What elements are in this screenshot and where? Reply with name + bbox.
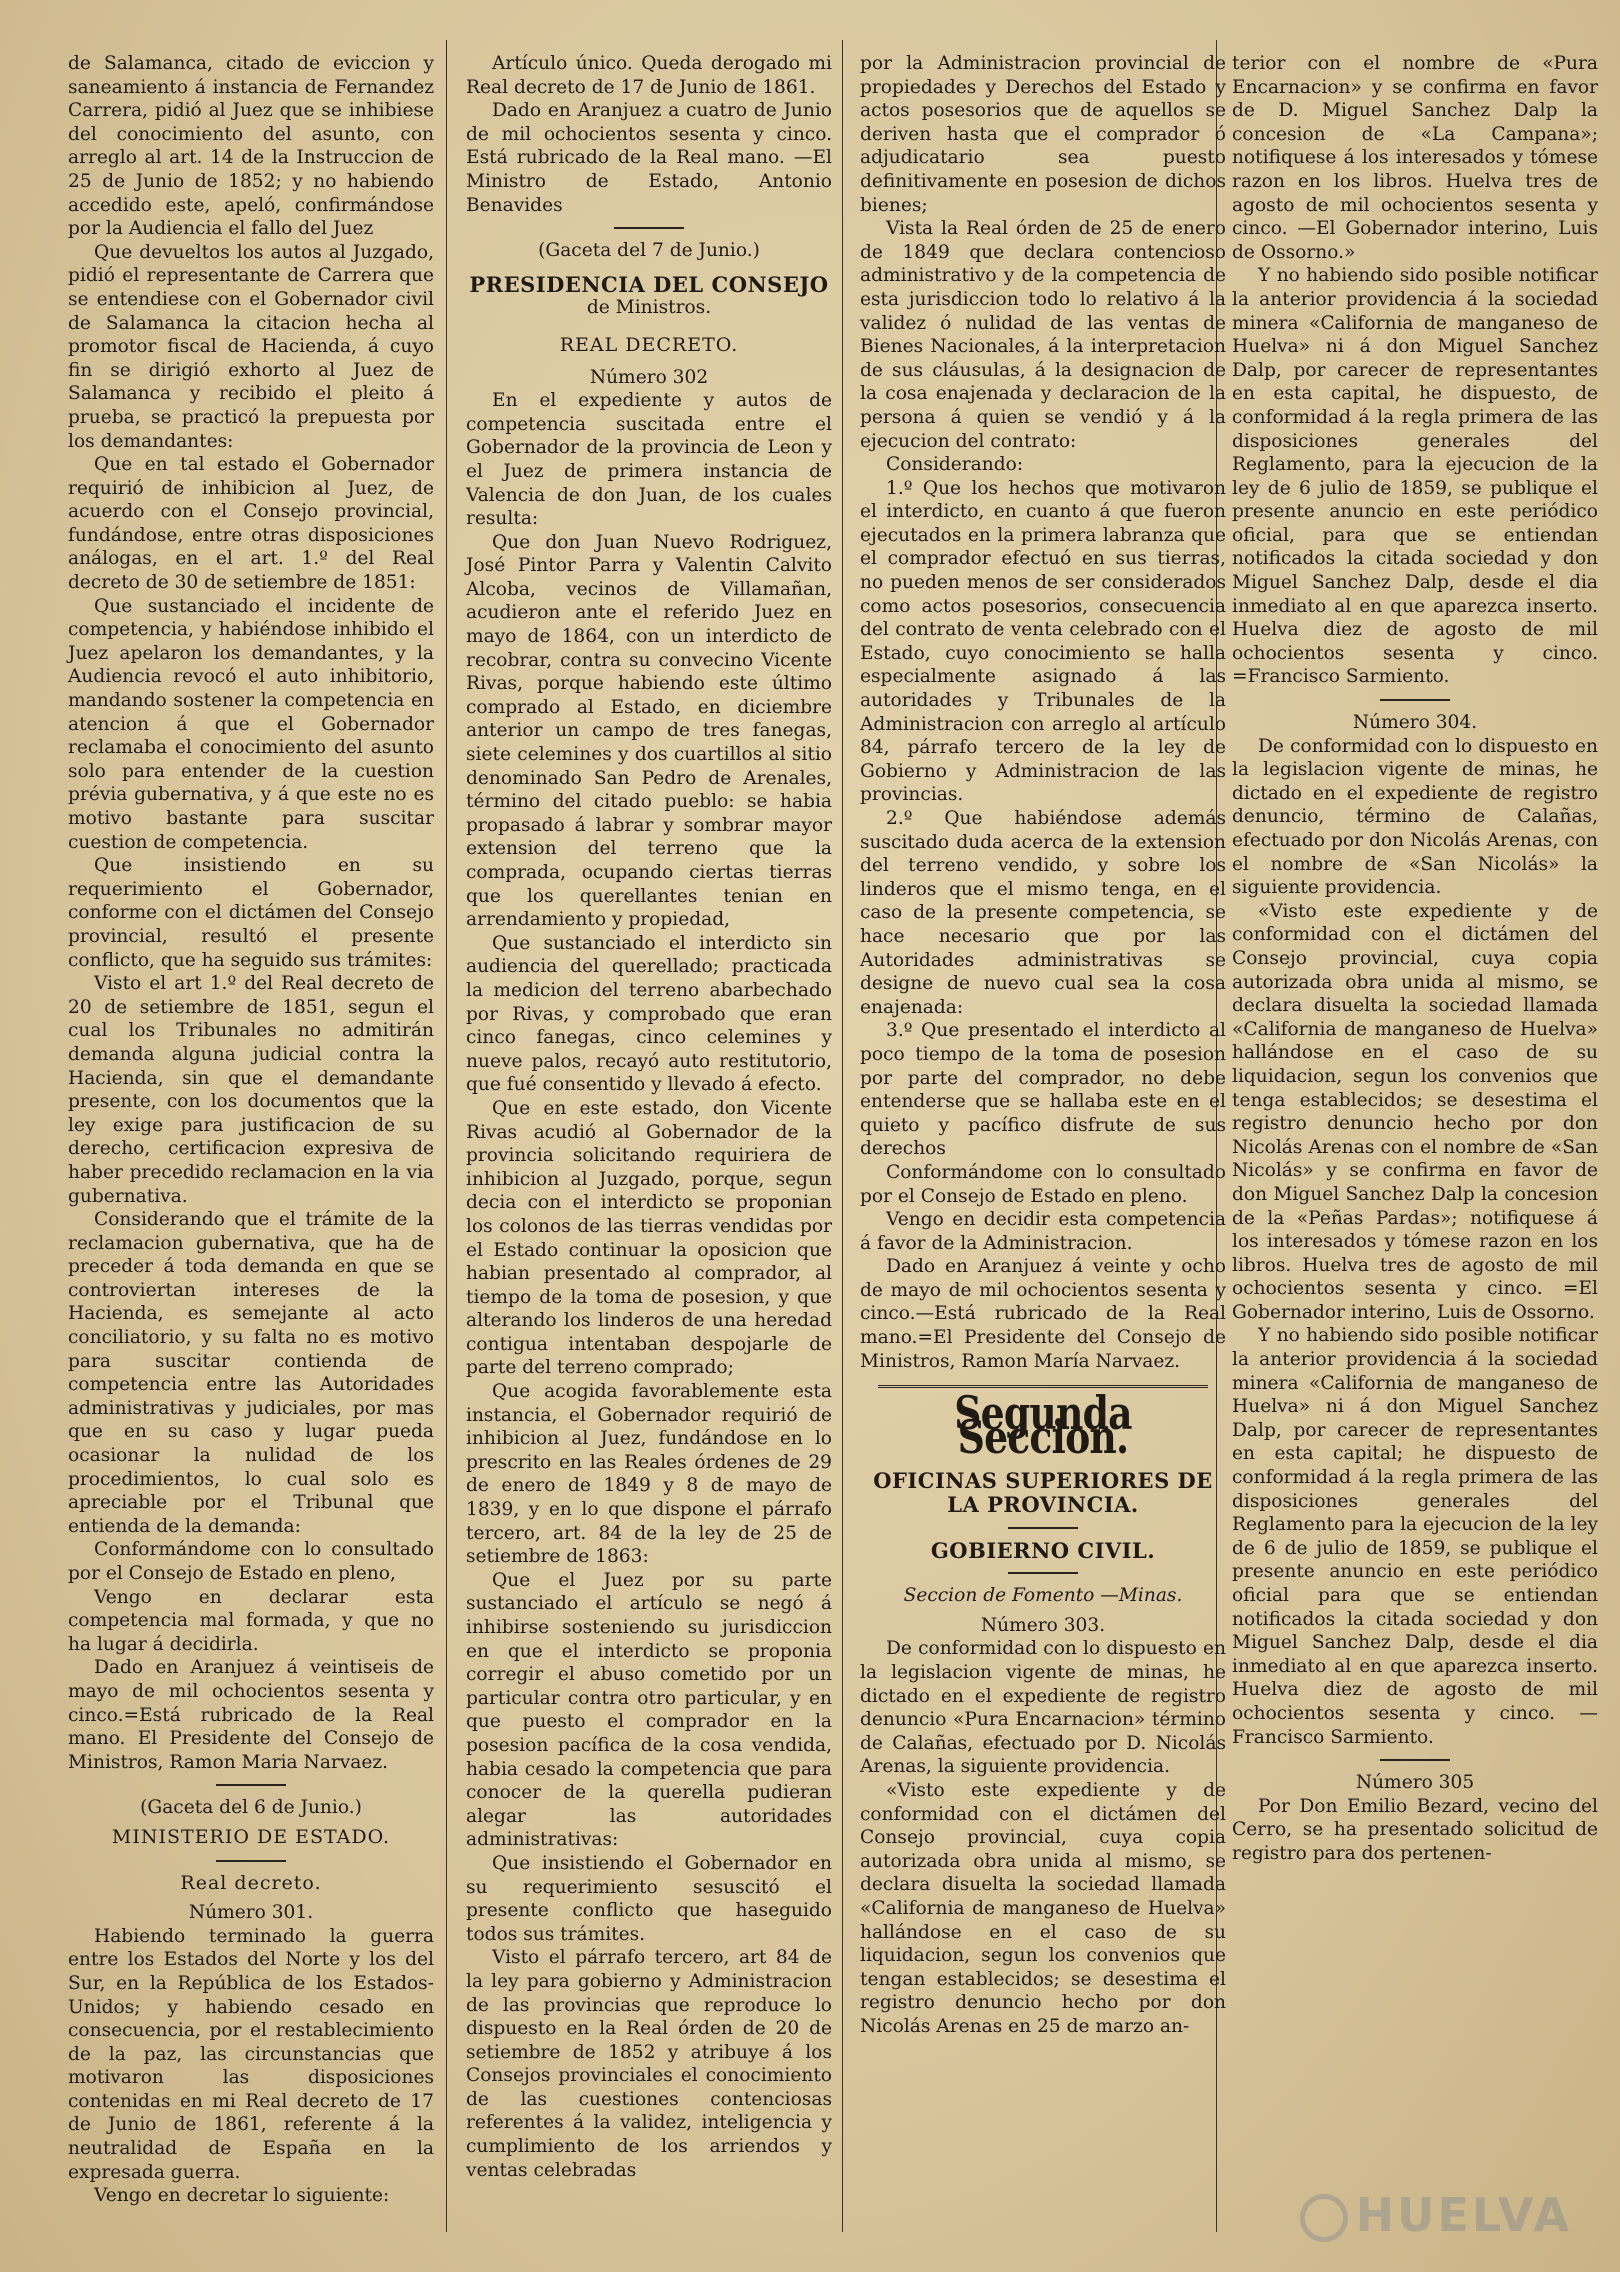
paragraph: Vista la Real órden de 25 de enero de 1849 que declara contencioso administrativo y de la competencia de esta jurisdiccion todo lo relativo á la validez ó nulidad de las ventas de Bienes Nacionales, á la interpretacion de sus cláusulas, á la designacion de la cosa enajenada y declaracion de la persona á quien se vendió y á la ejecucion del contrato:: [860, 218, 1226, 452]
paragraph: Visto el art 1.º del Real decreto de 20 de setiembre de 1851, segun el cual los Tribunales no admitirán demanda alguna judicial contra la Hacienda, sin que el demandante presente, con los documentos que la ley exige para justificacion de su derecho, certificacion expresiva de haber precedido reclamacion en la via gubernativa.: [68, 973, 434, 1207]
column-rule: [446, 40, 447, 2232]
paragraph: Que en tal estado el Gobernador requirió de inhibicion al Juez, de acuerdo con el Consejo provincial, fundándose, entre otras disposiciones análogas, en el art. 1.º del Real decreto de 30 de setiembre de 1851:: [68, 454, 434, 594]
gaceta-note: (Gaceta del 7 de Junio.): [538, 240, 760, 262]
paragraph: Que sustanciado el incidente de competencia, y habiéndose inhibido el Juez apelaron los demandantes, y la Audiencia revocó el auto inhibitorio, mandando sostener la competencia en atencion á que el Gobernador reclamaba el conocimiento del asunto solo para entender de la cuestion prévia gubernativa, y á que este no es motivo bastante para suscitar cuestion de competencia.: [68, 595, 434, 853]
paragraph: De conformidad con lo dispuesto en la legislacion vigente de minas, he dictado en el expediente de registro denuncio, término de Calañas, efectuado por don Nicolás Arenas, con el nombre de «San Nicolás» la siguiente providencia.: [1232, 735, 1598, 899]
divider: [1008, 1527, 1078, 1529]
gaceta-note: (Gaceta del 6 de Junio.): [140, 1797, 362, 1819]
section-heading: OFICINAS SUPERIORES DE LA PROVINCIA.: [873, 1468, 1213, 1518]
paragraph: Por Don Emilio Bezard, vecino del Cerro, se ha presentado solicitud de registro para dos pertenen-: [1232, 1795, 1598, 1864]
section-subheading: Seccion de Fomento —Minas.: [903, 1585, 1183, 1607]
paragraph: Conformándome con lo consultado por el Consejo de Estado en pleno,: [68, 1539, 434, 1584]
paragraph: Que insistiendo en su requerimiento el Gobernador, conforme con el dictámen del Consejo provincial, resultó el presente conflicto, que ha seguido sus trámites:: [68, 855, 434, 971]
column-2: [466, 52, 832, 2182]
paragraph: 2.º Que habiéndose además suscitado duda acerca de la extension del terreno vendido, y sobre los linderos que el mismo tenga, en el caso de la presente competencia, se hace necesario que por las Autoridades administrativas se designe de nuevo cual sea la cosa enajenada:: [860, 808, 1226, 1018]
paragraph: 3.º Que presentado el interdicto al poco tiempo de la toma de posesion por parte del comprador, no debe entenderse que se hallaba este en el quieto y pacífico disfrute de sus derechos: [860, 1020, 1226, 1160]
column-rule: [842, 40, 843, 2232]
divider: [614, 227, 684, 229]
watermark-text: HUELVA: [1355, 2187, 1572, 2242]
paragraph: Que en este estado, don Vicente Rivas acudió al Gobernador de la provincia solicitando requiriera de inhibicion al Juzgado, porque, segun decia con el interdicto se proponian los colonos de las tierras vendidas por el Estado continuar la oposicion que habian presentado al comprador, al tiempo de la toma de posesion, y que alterando los linderos de una heredad contigua intentaban despojarle de parte del terreno comprado;: [466, 1097, 832, 1379]
column-4: [1232, 52, 1598, 1866]
decree-number: Número 301.: [188, 1902, 314, 1924]
paragraph: En el expediente y autos de competencia suscitada entre el Gobernador de la provincia de Leon y el Juez de primera instancia de Valencia de don Juan, de los cuales resulta:: [466, 390, 832, 530]
library-watermark: [1300, 2188, 1572, 2243]
section-heading: GOBIERNO CIVIL.: [930, 1537, 1156, 1563]
paragraph: terior con el nombre de «Pura Encarnacion» y se confirma en favor de D. Miguel Sanchez Dalp la concesion de «La Campana»; notifiquese á los interesados y tómese razon en los libros. Huelva tres de agosto de mil ochocientos sesenta y cinco. —El Gobernador interino, Luis de Ossorno.»: [1232, 53, 1598, 263]
section-heading: PRESIDENCIA DEL CONSEJO: [469, 271, 829, 297]
divider: [1380, 699, 1450, 701]
paragraph: Que sustanciado el interdicto sin audiencia del querellado; practicada la medicion del terreno abarbechado por Rivas, y comprobado que eran cinco fanegas, cinco celemines y nueve palos, recayó auto restitutorio, que fué consentido y llevado á efecto.: [466, 932, 832, 1096]
notice-number: Número 304.: [1352, 712, 1478, 734]
decree-heading: Real decreto.: [180, 1871, 322, 1894]
paragraph: Considerando:: [886, 454, 1024, 476]
divider: [1008, 1572, 1078, 1574]
paragraph: Habiendo terminado la guerra entre los Estados del Norte y los del Sur, en la República de los Estados-Unidos; y habiendo cesado en consecuencia, por el restablecimiento de la paz, las circunstancias que motivaron las disposiciones contenidas en mi Real decreto de 17 de Junio de 1861, referente á la neutralidad de España en la expresada guerra.: [68, 1925, 434, 2183]
paragraph: de Salamanca, citado de eviccion y saneamiento á instancia de Fernandez Carrera, pidió al Juez que se inhibiese del conocimiento del asunto, con arreglo al art. 14 de la Instruccion de 25 de Junio de 1852; y no habiendo accedido este, apeló, confirmándose por la Audiencia el fallo del Juez: [68, 53, 434, 240]
notice-number: Número 305: [1355, 1772, 1475, 1794]
paragraph: Vengo en declarar esta competencia mal formada, y que no ha lugar á decidirla.: [68, 1586, 434, 1655]
column-1: [68, 52, 434, 2208]
decree-heading: REAL DECRETO.: [559, 333, 739, 356]
paragraph: Conformándome con lo consultado por el Consejo de Estado en pleno.: [860, 1161, 1226, 1207]
paragraph: «Visto este expediente y de conformidad con el dictámen del Consejo provincial, cuya copia autorizada obra unida al mismo, se declara disuelta la sociedad llamada «California de manganeso de Huelva» hallándose en el caso de su liquidacion, segun los convenios que tenga establecidos; se desestima el registro denuncio hecho por don Nicolás Arenas con el nombre de «San Nicolás» y se confirma en favor de don Miguel Sanchez Dalp la concesion de la «Peñas Pardas»; notifiquese á los interesados y tómese razon en los libros. Huelva tres de agosto de mil ochocientos sesenta y cinco. =El Gobernador interino, Luis de Ossorno.: [1232, 900, 1598, 1323]
paragraph: «Visto este expediente y de conformidad con el dictámen del Consejo provincial, cuya copia autorizada obra unida al mismo, se declara disuelta la sociedad llamada «California de manganeso de Huelva» hallándose en el caso de su liquidacion, segun los convenios que tengan establecidos; se desestima el registro denuncio hecho por don Nicolás Arenas en 25 de marzo an-: [860, 1779, 1226, 2037]
paragraph: Visto el párrafo tercero, art 84 de la ley para gobierno y Administracion de las provincias que reproduce lo dispuesto en la Real órden de 20 de setiembre de 1852 y atribuye á los Consejos provinciales el conocimiento de las cuestiones contenciosas referentes á la validez, inteligencia y cumplimiento de los arriendos y ventas celebradas: [466, 1947, 832, 2181]
paragraph: Considerando que el trámite de la reclamacion gubernativa, que ha de preceder á toda demanda en que se controviertan intereses de la Hacienda, es semejante al acto conciliatorio, y su falta no es motivo para suscitar contienda de competencia entre las Autoridades administrativas y judiciales, por mas que en su caso y lugar pueda ocasionar la nulidad de los procedimientos, lo cual solo es apreciable por el Tribunal que entienda de la demanda:: [68, 1209, 434, 1537]
paragraph: Y no habiendo sido posible notificar la anterior providencia á la sociedad minera «California de manganeso de Huelva» ni á don Miguel Sanchez Dalp, por carecer de representantes en esta capital; he dispuesto de conformidad á la regla primera de las disposiciones generales del Reglamento para la ejecucion de la ley de 6 de julio de 1859, se publique el presente anuncio en este periódico oficial para que se entiendan notificados la citada sociedad y don Miguel Sanchez Dalp, desde el dia inmediato al en que aparezca inserto. Huelva diez de agosto de mil ochocientos sesenta y cinco. — Francisco Sarmiento.: [1232, 1325, 1598, 1748]
paragraph: Que don Juan Nuevo Rodriguez, José Pintor Parra y Valentin Calvito Alcoba, vecinos de Villamañan, acudieron ante el referido Juez en mayo de 1864, con un interdicto de recobrar, contra su convecino Vicente Rivas, porque habiendo este último comprado al Estado, en diciembre anterior un campo de tres fanegas, siete celemines y dos cuartillos al sitio denominado San Pedro de Arenales, término del citado pueblo: se habia propasado á labrar y sombrar mayor extension del terreno que la comprada, ocupando ciertas tierras que los querellantes tenian en arrendamiento y propiedad,: [466, 531, 832, 931]
paragraph: Dado en Aranjuez a cuatro de Junio de mil ochocientos sesenta y cinco. Está rubricado de la Real mano. —El Ministro de Estado, Antonio Benavides: [466, 100, 832, 216]
notice-number: Número 303.: [980, 1614, 1106, 1636]
paragraph: Que acogida favorablemente esta instancia, el Gobernador requirió de inhibicion al Juez, fundándose en lo prescrito en las Reales órdenes de 29 de enero de 1849 y 8 de mayo de 1839, y en lo que dispone el párrafo tercero, art. 84 de la ley de 25 de setiembre de 1863:: [466, 1381, 832, 1568]
segunda-seccion-heading: Segunda Seccion.: [954, 1386, 1132, 1464]
divider: [1380, 1759, 1450, 1761]
paragraph: 1.º Que los hechos que motivaron el interdicto, en cuanto á que fueron ejecutados en la primera labranza que el comprador efectuó en sus tierras, no pueden menos de ser considerados como actos posesorios, consecuencia del contrato de venta celebrado con el Estado, cuyo conocimiento se halla especialmente asignado á las autoridades y Tribunales de la Administracion con arreglo al artículo 84, párrafo tercero de la ley de Gobierno y Administracion de las provincias.: [860, 477, 1226, 806]
paragraph: Vengo en decretar lo siguiente:: [94, 2185, 390, 2207]
paragraph: Artículo único. Queda derogado mi Real decreto de 17 de Junio de 1861.: [466, 53, 832, 98]
paragraph: De conformidad con lo dispuesto en la legislacion vigente de minas, he dictado en el expediente de registro denuncio «Pura Encarnacion» término de Calañas, efectuado por D. Nicolás Arenas, la siguiente providencia.: [860, 1638, 1226, 1778]
divider: [216, 1860, 286, 1862]
section-heading: MINISTERIO DE ESTADO.: [111, 1825, 391, 1848]
paragraph: Dado en Aranjuez á veintiseis de mayo de mil ochocientos sesenta y cinco.=Está rubricado de la Real mano. El Presidente del Consejo de Ministros, Ramon Maria Narvaez.: [68, 1657, 434, 1773]
divider: [216, 1784, 286, 1786]
decree-number: Número 302: [589, 366, 709, 388]
paragraph: por la Administracion provincial de propiedades y Derechos del Estado y actos posesorios que de aquellos se deriven hasta que el comprador ó adjudicatario sea puesto definitivamente en posesion de dichos bienes;: [860, 53, 1226, 216]
paragraph: Dado en Aranjuez á veinte y ocho de mayo de mil ochocientos sesenta y cinco.—Está rubricado de la Real mano.=El Presidente del Consejo de Ministros, Ramon María Narvaez.: [860, 1256, 1226, 1372]
watermark-logo-icon: [1300, 2194, 1348, 2242]
paragraph: Que devueltos los autos al Juzgado, pidió el representante de Carrera que se entendiese con el Gobernador civil de Salamanca la citacion hecha al promotor fiscal de Hacienda, á cuyo fin se dirigió exhorto al Juez de Salamanca y recibido el pleito á prueba, se practicó la prepuesta por los demandantes:: [68, 241, 434, 452]
paragraph: Vengo en decidir esta competencia á favor de la Administracion.: [860, 1209, 1226, 1254]
column-3: [860, 52, 1226, 2039]
paragraph: Que insistiendo el Gobernador en su requerimiento sesuscitó el presente conflicto que haseguido todos sus trámites.: [466, 1852, 832, 1945]
paragraph: Y no habiendo sido posible notificar la anterior providencia á la sociedad minera «California de manganeso de Huelva» ni á don Miguel Sanchez Dalp, por carecer de representantes en esta capital, he dispuesto, de conformidad á la regla primera de las disposiciones generales del Reglamento, para la ejecucion de la ley de 6 julio de 1859, se publique el presente anuncio en este periódico oficial, para que se entiendan notificados la citada sociedad y don Miguel Sanchez Dalp, desde el dia inmediato al en que aparezca inserto. Huelva diez de agosto de mil ochocientos sesenta y cinco. =Francisco Sarmiento.: [1232, 265, 1598, 688]
paragraph: Que el Juez por su parte sustanciado el artículo se negó á inhibirse sosteniendo su jurisdiccion en que el interdicto se proponia corregir el abuso cometido por un particular contra otro particular, y en que puesto el comprador en la posesion pacífica de la cosa vendida, habia cesado la competencia que para conocer de la querella pudieran alegar las autoridades administrativas:: [466, 1569, 832, 1851]
section-subheading: de Ministros.: [586, 297, 712, 319]
